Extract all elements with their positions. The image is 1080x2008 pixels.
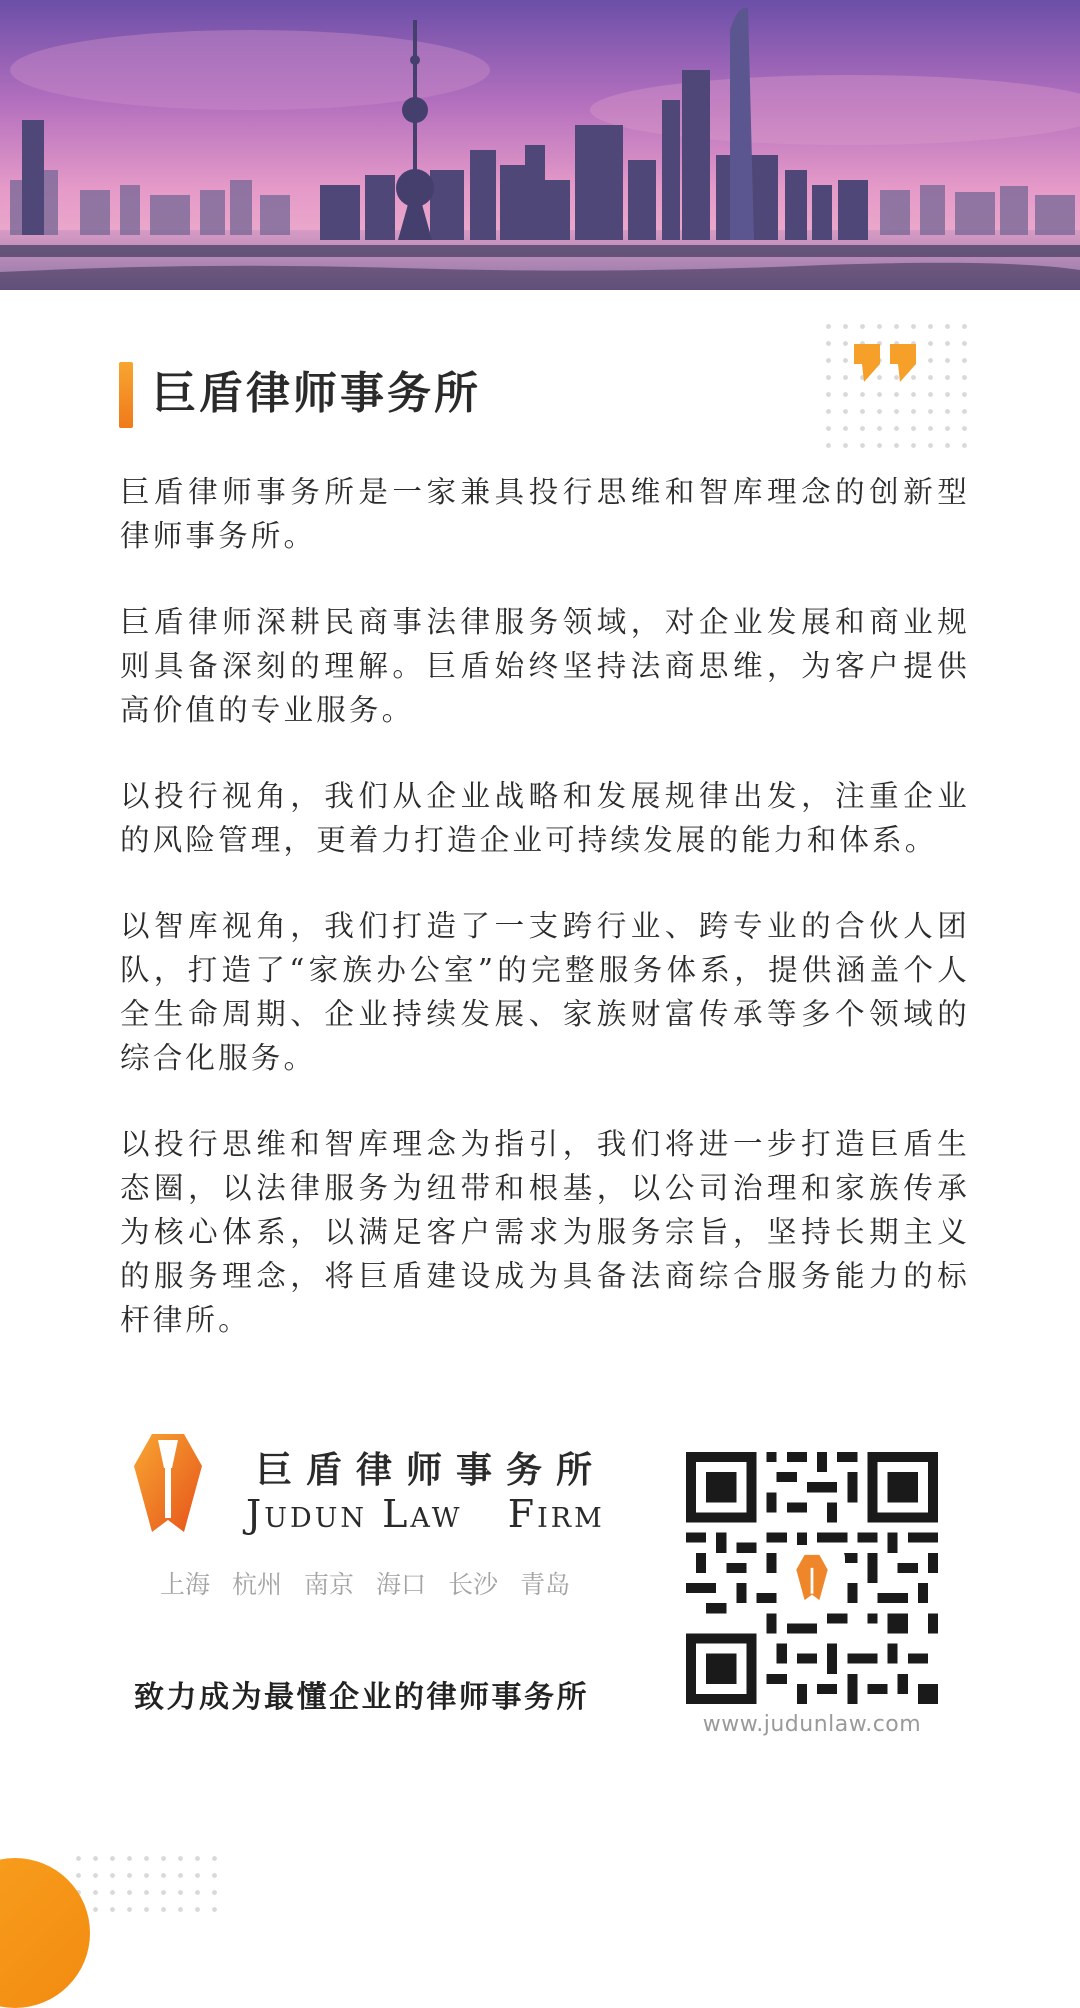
title-accent-bar [119, 362, 133, 428]
qr-center-logo-icon [782, 1548, 842, 1608]
city-label: 长沙 [448, 1570, 499, 1599]
intro-content [120, 470, 970, 1384]
city-label: 杭州 [232, 1570, 283, 1599]
page-title: 巨盾律师事务所 [152, 368, 481, 419]
firm-name-english: Judun Law Firm [246, 1492, 605, 1536]
paragraph-intro: 巨盾律师事务所是一家兼具投行思维和智库理念的创新型律师事务所。 [120, 475, 970, 553]
hero-skyline-image [0, 0, 1080, 290]
dot-pattern-decoration-bottom [70, 1850, 220, 1920]
paragraph-vision: 以投行思维和智库理念为指引，我们将进一步打造巨盾生态圈，以法律服务为纽带和根基，以公司治理和家族传承为核心体系，以满足客户需求为服务宗旨，坚持长期主义的服务理念，将巨盾建设成为具备法商综合服务能力的标杆律所。 [120, 1127, 970, 1337]
firm-name-chinese: 巨盾律师事务所 [256, 1449, 607, 1491]
website-url[interactable]: www.judunlaw.com [702, 1712, 922, 1737]
paragraph-expertise: 巨盾律师深耕民商事法律服务领域，对企业发展和商业规则具备深刻的理解。巨盾始终坚持法商思维，为客户提供高价值的专业服务。 [120, 605, 970, 727]
city-label: 上海 [160, 1570, 211, 1599]
quote-mark-icon [850, 340, 920, 386]
dot-pattern-decoration [820, 318, 968, 454]
skyline-illustration [0, 0, 1080, 290]
firm-slogan: 致力成为最懂企业的律师事务所 [134, 1680, 589, 1715]
city-label: 青岛 [520, 1570, 571, 1599]
paragraph-investment-banking-view: 以投行视角，我们从企业战略和发展规律出发，注重企业的风险管理，更着力打造企业可持续发展的能力和体系。 [120, 779, 970, 857]
office-cities [160, 1568, 570, 1602]
paragraph-think-tank-view: 以智库视角，我们打造了一支跨行业、跨专业的合伙人团队，打造了“家族办公室”的完整服务体系，提供涵盖个人全生命周期、企业持续发展、家族财富传承等多个领域的综合化服务。 [120, 909, 970, 1075]
city-label: 南京 [304, 1570, 355, 1599]
city-label: 海口 [376, 1570, 427, 1599]
judun-shield-logo-icon [132, 1432, 204, 1536]
